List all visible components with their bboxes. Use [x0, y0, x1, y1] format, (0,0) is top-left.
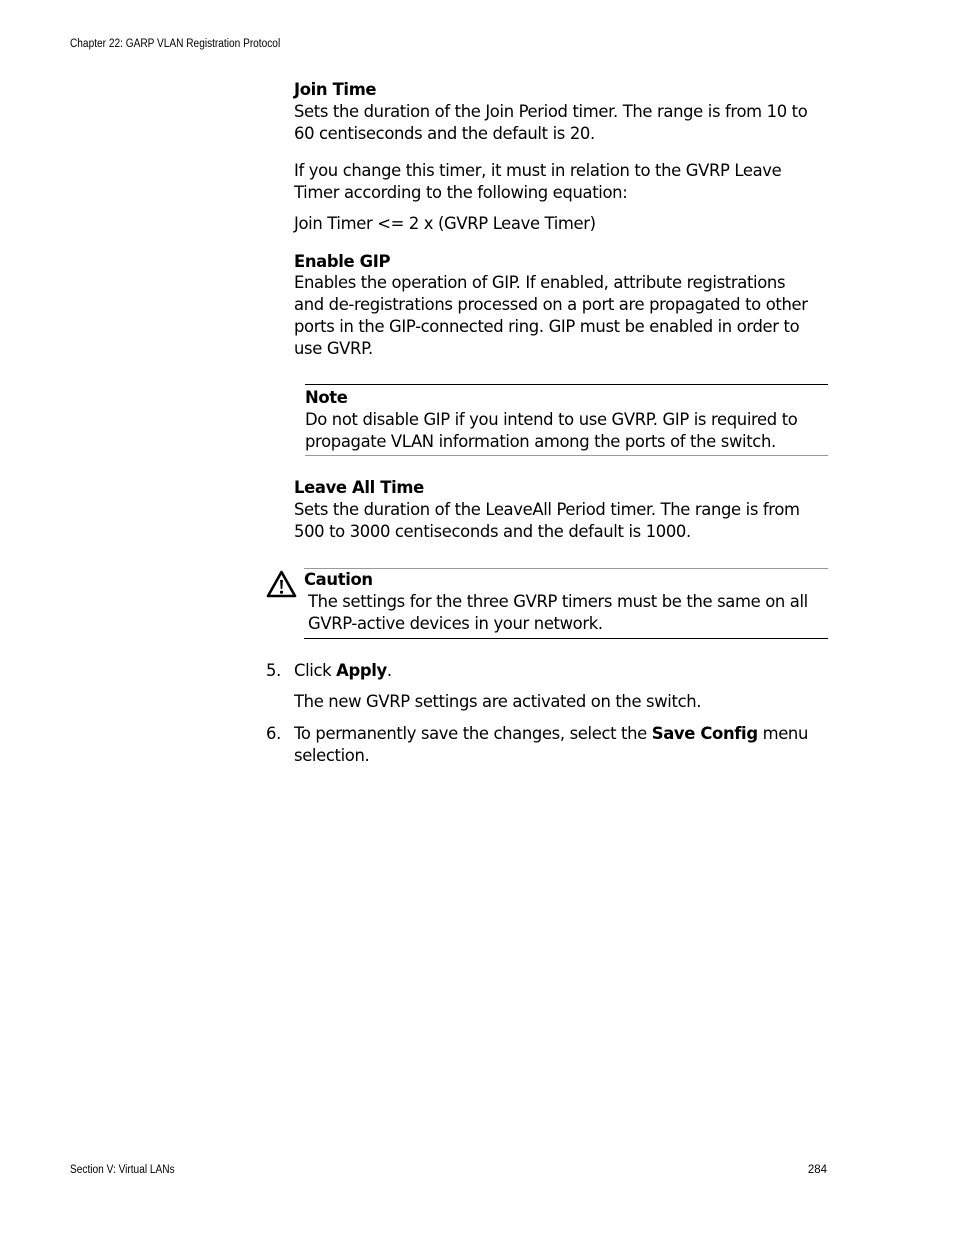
join-time-relation-line: If you change this timer, it must in relation to the GVRP Leave [294, 161, 782, 180]
step-5-suffix: . [386, 661, 392, 680]
caution-heading: Caution [304, 570, 373, 589]
running-header: Chapter 22: GARP VLAN Registration Protocol [70, 38, 281, 50]
step-6-line: selection. [294, 746, 370, 765]
enable-gip-heading: Enable GIP [294, 252, 391, 271]
enable-gip-desc-line: Enables the operation of GIP. If enabled, attribute registrations [294, 273, 786, 292]
step-6-line [294, 723, 814, 745]
leave-all-time-desc-line: Sets the duration of the LeaveAll Period timer. The range is from [294, 500, 800, 519]
warning-triangle-icon [266, 570, 297, 598]
note-line: Do not disable GIP if you intend to use GVRP. GIP is required to [305, 410, 798, 429]
join-time-relation-text [294, 160, 814, 204]
enable-gip-desc-line: ports in the GIP-connected ring. GIP must be enabled in order to [294, 317, 800, 336]
step-5-prefix: Click [294, 661, 337, 680]
join-timer-equation: Join Timer <= 2 x (GVRP Leave Timer) [294, 214, 596, 233]
leave-all-time-heading: Leave All Time [294, 478, 424, 497]
note-box [305, 384, 828, 456]
join-time-heading: Join Time [294, 80, 377, 99]
step-5-number: 5. [266, 661, 281, 680]
apply-command: Apply [336, 661, 387, 680]
enable-gip-desc-line: use GVRP. [294, 339, 373, 358]
step-6-number: 6. [266, 724, 281, 743]
page-number: 284 [807, 1164, 827, 1176]
note-content [305, 387, 797, 453]
step-6-prefix: To permanently save the changes, select the [294, 724, 652, 743]
note-line: propagate VLAN information among the ports of the switch. [305, 432, 776, 451]
caution-line: The settings for the three GVRP timers must be the same on all [308, 592, 808, 611]
enable-gip-desc-line: and de-registrations processed on a port are propagated to other [294, 295, 808, 314]
save-config-command: Save Config [651, 724, 758, 743]
join-time-desc-line: Sets the duration of the Join Period timer. The range is from 10 to [294, 102, 808, 121]
note-heading: Note [305, 388, 348, 407]
leave-all-time-description [294, 499, 814, 543]
caution-box [304, 568, 828, 639]
step-6-suffix: menu [757, 724, 809, 743]
caution-line: GVRP-active devices in your network. [308, 614, 603, 633]
step-5-text [294, 660, 814, 682]
enable-gip-description [294, 272, 814, 360]
step-6-text [294, 723, 814, 767]
join-time-description [294, 101, 814, 145]
leave-all-time-desc-line: 500 to 3000 centiseconds and the default is 1000. [294, 522, 691, 541]
footer-section: Section V: Virtual LANs [70, 1164, 175, 1176]
join-time-desc-line: 60 centiseconds and the default is 20. [294, 124, 595, 143]
step-5-result: The new GVRP settings are activated on the switch. [294, 692, 702, 711]
caution-text [308, 591, 808, 635]
join-time-relation-line: Timer according to the following equation: [294, 183, 628, 202]
